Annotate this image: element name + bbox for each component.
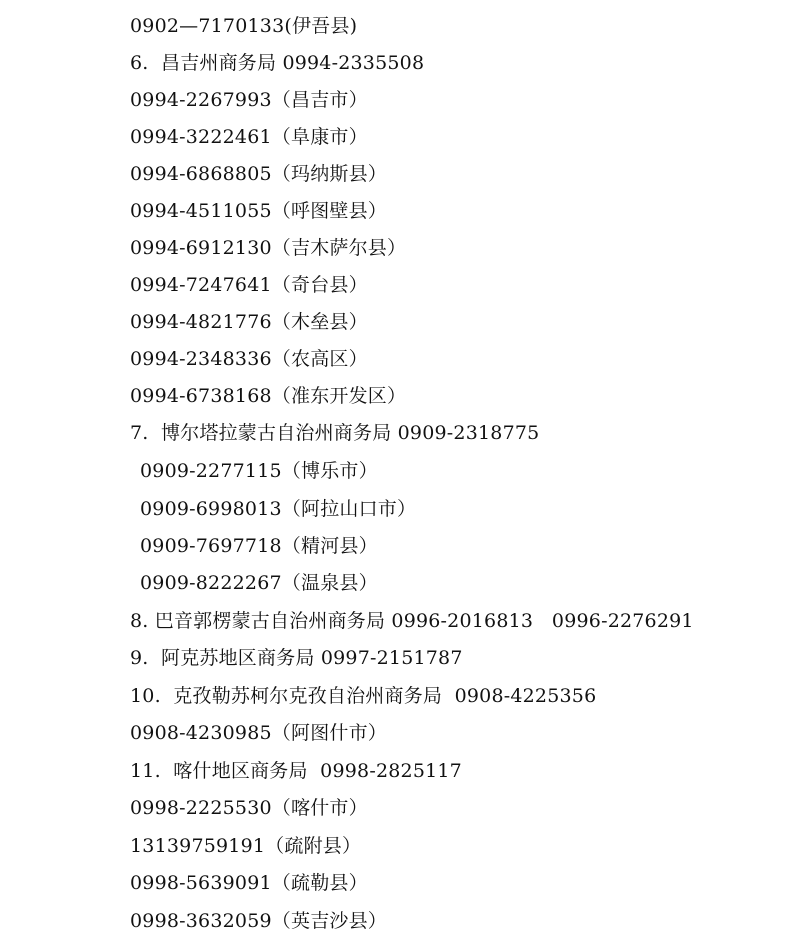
contact-line: 13139759191（疏附县） <box>130 835 362 857</box>
contact-line: 0909-6998013（阿拉山口市） <box>140 498 417 520</box>
contact-line: 0994-2267993（昌吉市） <box>130 89 368 111</box>
contact-line: 0994-6738168（准东开发区） <box>130 385 407 407</box>
section-6-heading: 6. 昌吉州商务局 0994-2335508 <box>130 52 425 74</box>
contact-line: 0994-2348336（农高区） <box>130 348 368 370</box>
contact-line: 0908-4230985（阿图什市） <box>130 722 387 744</box>
contact-line: 0998-3632059（英吉沙县） <box>130 910 387 932</box>
contact-line: 0994-7247641（奇台县） <box>130 274 368 296</box>
section-10-heading: 10. 克孜勒苏柯尔克孜自治州商务局 0908-4225356 <box>130 685 597 707</box>
contact-line: 0994-6912130（吉木萨尔县） <box>130 237 407 259</box>
contact-line: 0998-5639091（疏勒县） <box>130 872 368 894</box>
contact-line: 0909-7697718（精河县） <box>140 535 378 557</box>
contact-line: 0994-6868805（玛纳斯县） <box>130 163 387 185</box>
contact-line: 0998-2225530（喀什市） <box>130 797 368 819</box>
section-9-heading: 9. 阿克苏地区商务局 0997-2151787 <box>130 647 463 669</box>
contact-line: 0909-2277115（博乐市） <box>140 460 378 482</box>
contact-line: 0994-4511055（呼图壁县） <box>130 200 387 222</box>
section-11-heading: 11. 喀什地区商务局 0998-2825117 <box>130 760 462 782</box>
contact-line: 0909-8222267（温泉县） <box>140 572 378 594</box>
section-7-heading: 7. 博尔塔拉蒙古自治州商务局 0909-2318775 <box>130 422 540 444</box>
contact-line: 0994-3222461（阜康市） <box>130 126 368 148</box>
contact-line-yiwu: 0902—7170133(伊吾县) <box>130 15 358 37</box>
contact-line: 0994-4821776（木垒县） <box>130 311 368 333</box>
section-8-heading: 8. 巴音郭楞蒙古自治州商务局 0996-2016813 0996-2276291 <box>130 610 694 632</box>
